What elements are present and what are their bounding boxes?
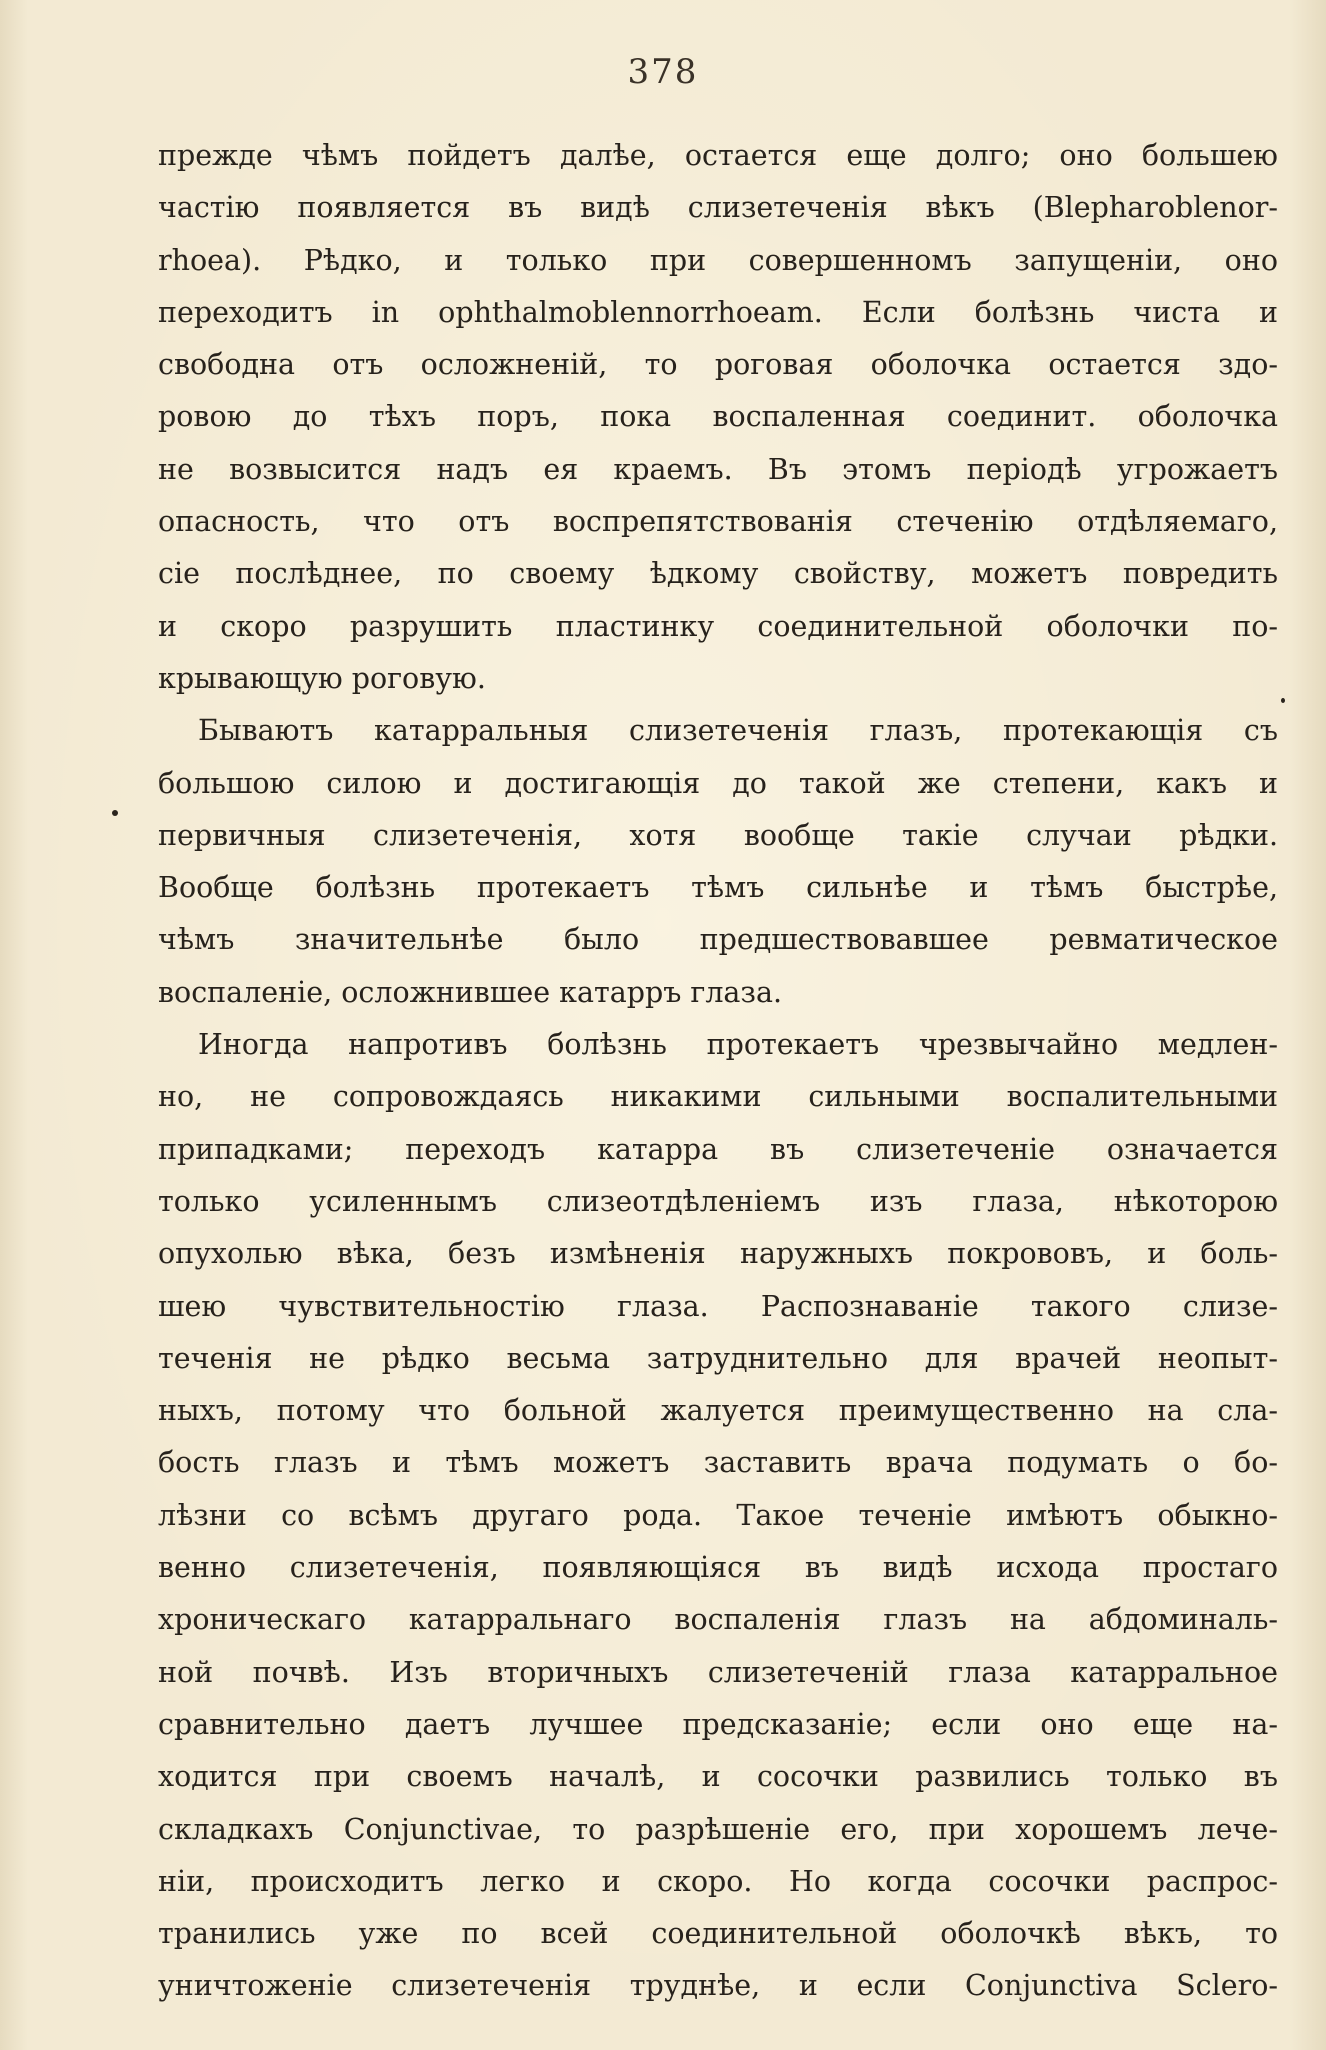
text-line: переходитъ in ophthalmoblennorrhoeam. Если болѣзнь чиста и — [158, 295, 1278, 329]
text-line: не возвысится надъ ея краемъ. Въ этомъ періодѣ угрожаетъ — [158, 452, 1278, 486]
text-line: только усиленнымъ слизеотдѣленіемъ изъ глаза, нѣкоторою — [158, 1184, 1278, 1218]
text-line: бость глазъ и тѣмъ можетъ заставить врача подумать о бо- — [158, 1446, 1278, 1480]
text-line: Бываютъ катарральныя слизетеченія глазъ, протекающія съ — [198, 714, 1278, 748]
text-line: ніи, происходитъ легко и скоро. Но когда сосочки распрос- — [158, 1864, 1278, 1898]
text-line: теченія не рѣдко весьма затруднительно для врачей неопыт- — [158, 1341, 1278, 1375]
text-line: крывающую роговую. — [158, 661, 486, 695]
text-line: шею чувствительностію глаза. Распознаваніе такого слизе- — [158, 1289, 1278, 1323]
page-number: 378 — [627, 52, 699, 92]
text-line: припадками; переходъ катарра въ слизетеченіе означается — [158, 1132, 1278, 1166]
text-line: свободна отъ осложненій, то роговая оболочка остается здо- — [158, 348, 1278, 382]
paragraph-2 — [158, 705, 1278, 1019]
text-line: Вообще болѣзнь протекаетъ тѣмъ сильнѣе и тѣмъ быстрѣе, — [158, 871, 1278, 905]
text-line: опухолью вѣка, безъ измѣненія наружныхъ покрововъ, и боль- — [158, 1237, 1278, 1271]
ink-speck — [1281, 698, 1285, 703]
text-line: воспаленіе, осложнившее катарръ глаза. — [158, 975, 783, 1009]
text-line: прежде чѣмъ пойдетъ далѣе, остается еще долго; оно большею — [158, 139, 1278, 172]
text-line: Иногда напротивъ болѣзнь протекаетъ чрезвычайно медлен- — [198, 1028, 1278, 1062]
text-line: rhoea). Рѣдко, и только при совершенномъ запущеніи, оно — [158, 243, 1278, 277]
text-line: частію появляется въ видѣ слизетеченія вѣкъ (Blepharoblenor- — [158, 191, 1278, 225]
text-line: и скоро разрушить пластинку соединительной оболочки по- — [158, 609, 1278, 643]
text-line: но, не сопровождаясь никакими сильными воспалительными — [158, 1080, 1278, 1114]
text-line: ныхъ, потому что больной жалуется преимущественно на сла- — [158, 1394, 1278, 1428]
text-line: сіе послѣднее, по своему ѣдкому свойству, можетъ повредить — [158, 557, 1278, 591]
text-line: складкахъ Conjunctivae, то разрѣшеніе его, при хорошемъ лече- — [158, 1812, 1278, 1846]
text-line: уничтоженіе слизетеченія труднѣе, и если Conjunctiva Sclero- — [158, 1969, 1278, 2003]
text-line: первичныя слизетеченія, хотя вообще такіе случаи рѣдки. — [158, 818, 1278, 852]
text-line: ной почвѣ. Изъ вторичныхъ слизетеченій глаза катарральное — [158, 1655, 1278, 1689]
paragraph-1 — [158, 130, 1278, 705]
text-line: транились уже по всей соединительной оболочкѣ вѣкъ, то — [158, 1917, 1278, 1951]
paragraph-3 — [158, 1019, 1278, 2013]
body-text — [158, 130, 1278, 2013]
ink-speck — [112, 810, 118, 816]
text-line: лѣзни со всѣмъ другаго рода. Такое теченіе имѣютъ обыкно- — [158, 1498, 1278, 1532]
text-line: ходится при своемъ началѣ, и сосочки развились только въ — [158, 1760, 1278, 1794]
text-line: большою силою и достигающія до такой же степени, какъ и — [158, 766, 1278, 800]
text-line: венно слизетеченія, появляющіяся въ видѣ исхода простаго — [158, 1551, 1278, 1585]
text-line: хроническаго катарральнаго воспаленія глазъ на абдоминаль- — [158, 1603, 1278, 1637]
text-line: сравнительно даетъ лучшее предсказаніе; если оно еще на- — [158, 1707, 1278, 1741]
text-line: чѣмъ значительнѣе было предшествовавшее ревматическое — [158, 923, 1278, 957]
text-line: ровою до тѣхъ поръ, пока воспаленная соединит. оболочка — [158, 400, 1278, 434]
text-line: опасность, что отъ воспрепятствованія стеченію отдѣляемаго, — [158, 505, 1278, 539]
